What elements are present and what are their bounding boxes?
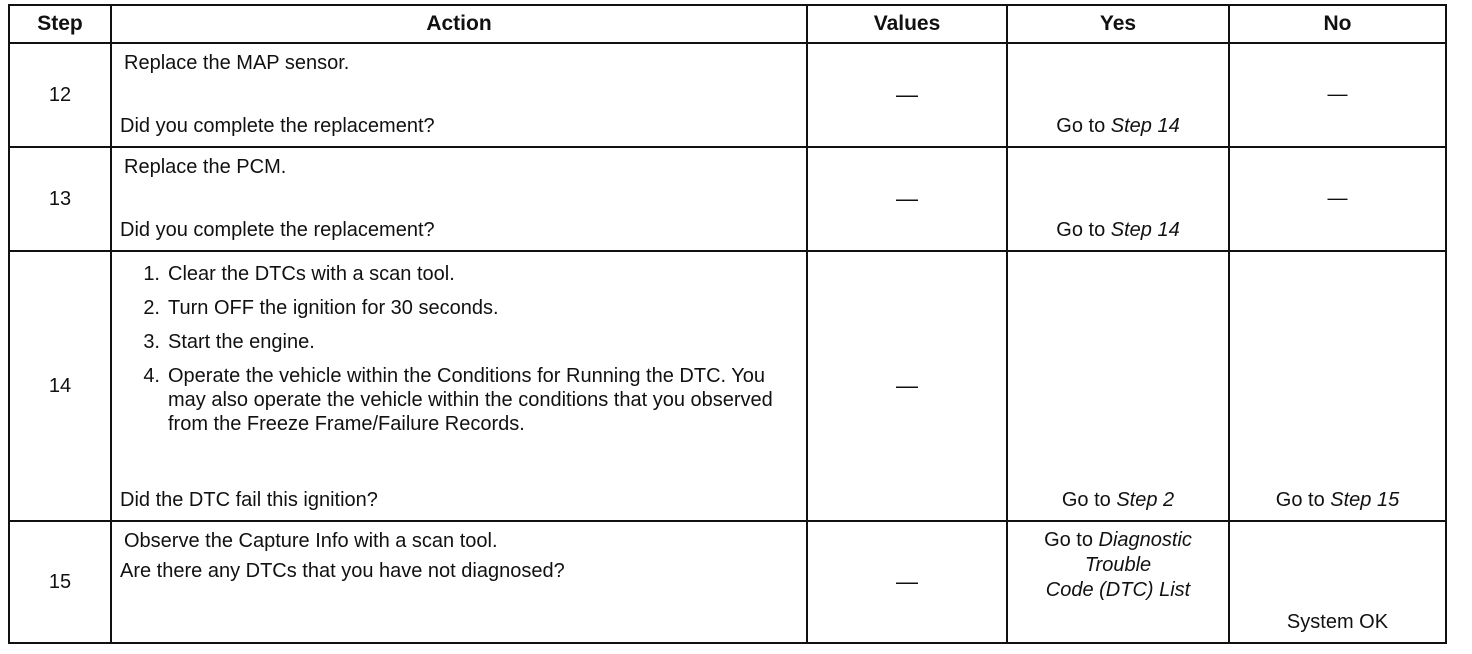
header-row [9,5,1446,43]
action-cell [111,251,807,521]
no-cell [1229,43,1446,147]
yes-cell [1007,43,1229,147]
action-text: Replace the PCM. [124,156,287,178]
values-cell: — [807,43,1007,147]
action-question: Did you complete the replacement? [120,115,435,137]
yes-prefix: Go to [1044,529,1099,551]
yes-dtc-link[interactable]: Code (DTC) List [1045,579,1191,601]
header-no: No [1229,5,1446,43]
yes-step-link[interactable]: Step 2 [1116,489,1175,511]
no-cell [1229,147,1446,251]
header-values: Values [807,5,1007,43]
action-question: Are there any DTCs that you have not diagnosed? [120,560,565,582]
no-prefix: Go to [1275,489,1331,511]
step-number: 12 [9,43,111,147]
table-row [9,251,1446,521]
list-item: 3. Start the engine. [143,331,315,353]
table-row [9,43,1446,147]
table-row [9,147,1446,251]
yes-dtc-link[interactable]: Trouble [1084,554,1152,576]
list-item: 2. Turn OFF the ignition for 30 seconds. [143,297,499,319]
list-item: 4. Operate the vehicle within the Conditions for Running the DTC. You may also operate the vehicle within the conditions that you observed from the Freeze Frame/Failure Records. [143,365,773,435]
no-cell [1229,251,1446,521]
yes-cell [1007,521,1229,643]
yes-prefix: Go to [1056,115,1111,137]
list-item: 1. Clear the DTCs with a scan tool. [143,263,455,285]
step-number: 15 [9,521,111,643]
action-cell [111,147,807,251]
action-cell [111,43,807,147]
yes-step-link[interactable]: Step 14 [1110,115,1180,137]
action-question: Did the DTC fail this ignition? [120,489,378,511]
step-number: 13 [9,147,111,251]
yes-step-link[interactable]: Step 14 [1110,219,1180,241]
action-cell [111,521,807,643]
header-yes: Yes [1007,5,1229,43]
no-value: — [1327,187,1348,210]
action-question: Did you complete the replacement? [120,219,435,241]
header-action: Action [111,5,807,43]
values-cell: — [807,251,1007,521]
yes-prefix: Go to [1056,219,1111,241]
step-number: 14 [9,251,111,521]
no-value: — [1327,83,1348,106]
yes-prefix: Go to [1061,489,1117,511]
procedure-list [132,262,796,446]
diagnostic-table [8,4,1447,644]
yes-dtc-link[interactable]: Diagnostic [1098,529,1192,551]
no-cell [1229,521,1446,643]
no-value: System OK [1286,611,1389,633]
action-text: Replace the MAP sensor. [124,52,350,74]
header-step: Step [9,5,111,43]
values-cell: — [807,147,1007,251]
table-row [9,521,1446,643]
no-step-link[interactable]: Step 15 [1330,489,1400,511]
yes-cell [1007,251,1229,521]
action-text: Observe the Capture Info with a scan tool. [124,530,498,552]
values-cell: — [807,521,1007,643]
yes-cell [1007,147,1229,251]
